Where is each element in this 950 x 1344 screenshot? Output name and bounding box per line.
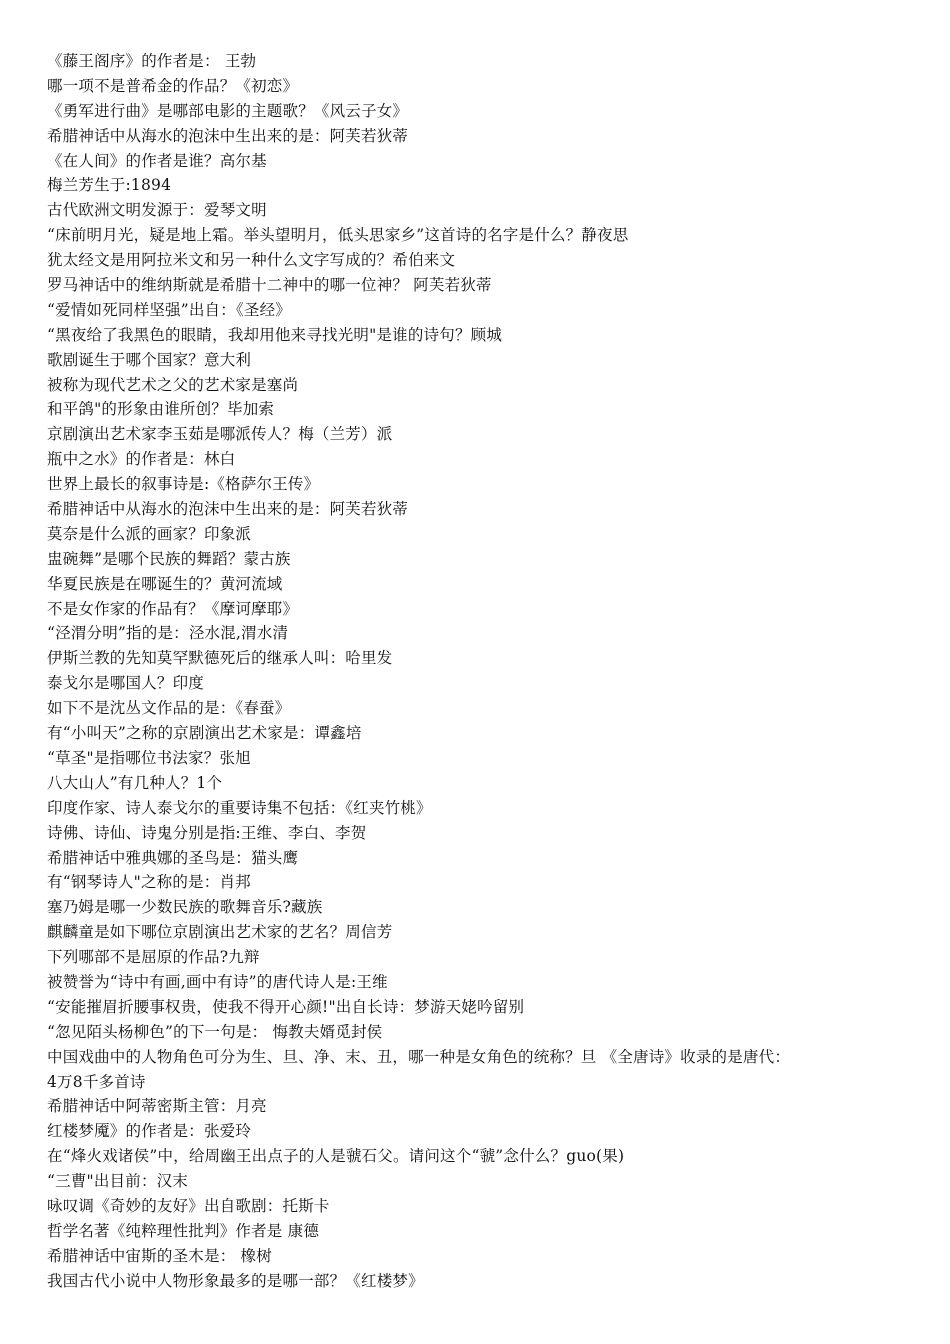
- text-line: 我国古代小说中人物形象最多的是哪一部？《红楼梦》: [47, 1271, 424, 1290]
- text-line: 如下不是沈丛文作品的是：《春蚕》: [47, 699, 291, 718]
- text-line: 哪一项不是普希金的作品？《初恋》: [47, 76, 299, 95]
- text-line: 哲学名著《纯粹理性批判》作者是 康德: [47, 1221, 320, 1240]
- text-line: 《藤王阁序》的作者是： 王勃: [47, 52, 257, 70]
- text-line: 印度作家、诗人泰戈尔的重要诗集不包括：《红夹竹桃》: [47, 798, 432, 817]
- text-line: “三曹"出目前：汉末: [47, 1172, 189, 1191]
- text-line: 盅碗舞”是哪个民族的舞蹈？蒙古族: [47, 549, 291, 568]
- text-line: 罗马神话中的维纳斯就是希腊十二神中的哪一位神？ 阿芙若狄蒂: [47, 276, 492, 295]
- text-line: 希腊神话中雅典娜的圣鸟是：猫头鹰: [47, 848, 299, 867]
- text-line: “泾渭分明”指的是：泾水混,渭水清: [47, 624, 289, 643]
- text-line: “安能摧眉折腰事权贵，使我不得开心颜!"出自长诗：梦游天姥吟留别: [47, 997, 525, 1016]
- text-line: 《勇军进行曲》是哪部电影的主题歌？《风云子女》: [47, 101, 409, 120]
- text-line: 莫奈是什么派的画家？印象派: [47, 524, 252, 543]
- text-line: 梅兰芳生于:1894: [47, 176, 172, 195]
- text-line: 犹太经文是用阿拉米文和另一种什么文字写成的？希伯来文: [47, 251, 456, 270]
- text-line: 麒麟童是如下哪位京剧演出艺术家的艺名？周信芳: [47, 923, 393, 942]
- text-line: 希腊神话中从海水的泡沫中生出来的是：阿芙若狄蒂: [47, 126, 409, 145]
- text-line: “草圣"是指哪位书法家？张旭: [47, 748, 251, 767]
- text-line: 4万8千多首诗: [47, 1072, 146, 1091]
- text-line: 红楼梦魇》的作者是：张爱玲: [47, 1122, 252, 1141]
- text-line: 《在人间》的作者是谁？高尔基: [47, 151, 267, 170]
- text-line: 下列哪部不是屈原的作品?九辩: [47, 948, 260, 967]
- text-line: 中国戏曲中的人物角色可分为生、旦、净、末、丑，哪一种是女角色的统称？旦 《全唐诗》收录的是唐代：: [47, 1047, 791, 1066]
- text-line: 希腊神话中从海水的泡沫中生出来的是：阿芙若狄蒂: [47, 500, 409, 519]
- text-line: “床前明月光，疑是地上霜。举头望明月，低头思家乡”这首诗的名字是什么？静夜思: [47, 226, 629, 245]
- text-line: “忽见陌头杨柳色”的下一句是： 悔教夫婿觅封侯: [47, 1022, 383, 1041]
- text-line: 不是女作家的作品有？《摩诃摩耶》: [47, 599, 299, 618]
- text-line: 古代欧洲文明发源于：爱琴文明: [47, 201, 267, 220]
- text-line: 被称为现代艺术之父的艺术家是塞尚: [47, 375, 299, 394]
- quiz-text-lines: [47, 49, 927, 1294]
- text-line: 塞乃姆是哪一少数民族的歌舞音乐?藏族: [47, 898, 323, 917]
- text-line: 华夏民族是在哪诞生的？黄河流域: [47, 574, 283, 593]
- text-line: “黑夜给了我黑色的眼睛，我却用他来寻找光明"是谁的诗句？顾城: [47, 325, 503, 344]
- text-line: 泰戈尔是哪国人？印度: [47, 674, 205, 693]
- text-line: 在“烽火戏诸侯”中，给周幽王出点子的人是虢石父。请问这个“虢”念什么？guo(果): [47, 1147, 625, 1166]
- text-line: “爱情如死同样坚强”出自：《圣经》: [47, 300, 291, 319]
- text-line: 诗佛、诗仙、诗鬼分别是指:王维、李白、李贺: [47, 823, 367, 842]
- text-line: 希腊神话中宙斯的圣木是： 橡树: [47, 1246, 272, 1265]
- text-line: 瓶中之水》的作者是：林白: [47, 450, 236, 469]
- text-line: 伊斯兰教的先知莫罕默德死后的继承人叫：哈里发: [47, 649, 393, 668]
- text-line: 世界上最长的叙事诗是:《格萨尔王传》: [47, 475, 320, 494]
- text-line: 希腊神话中阿蒂密斯主管：月亮: [47, 1097, 267, 1116]
- text-line: 京剧演出艺术家李玉茹是哪派传人？梅（兰芳）派: [47, 425, 393, 444]
- text-line: 八大山人”有几种人？1个: [47, 773, 223, 792]
- text-line: 被赞誉为“诗中有画,画中有诗”的唐代诗人是:王维: [47, 972, 388, 991]
- text-line: 和平鸽"的形象由谁所创？毕加索: [47, 400, 275, 419]
- text-line: 歌剧诞生于哪个国家？意大利: [47, 350, 252, 369]
- text-line: 有“小叫天”之称的京剧演出艺术家是：谭鑫培: [47, 724, 362, 743]
- text-line: 咏叹调《奇妙的友好》出自歌剧：托斯卡: [47, 1196, 330, 1215]
- text-line: 有“钢琴诗人"之称的是：肖邦: [47, 873, 251, 892]
